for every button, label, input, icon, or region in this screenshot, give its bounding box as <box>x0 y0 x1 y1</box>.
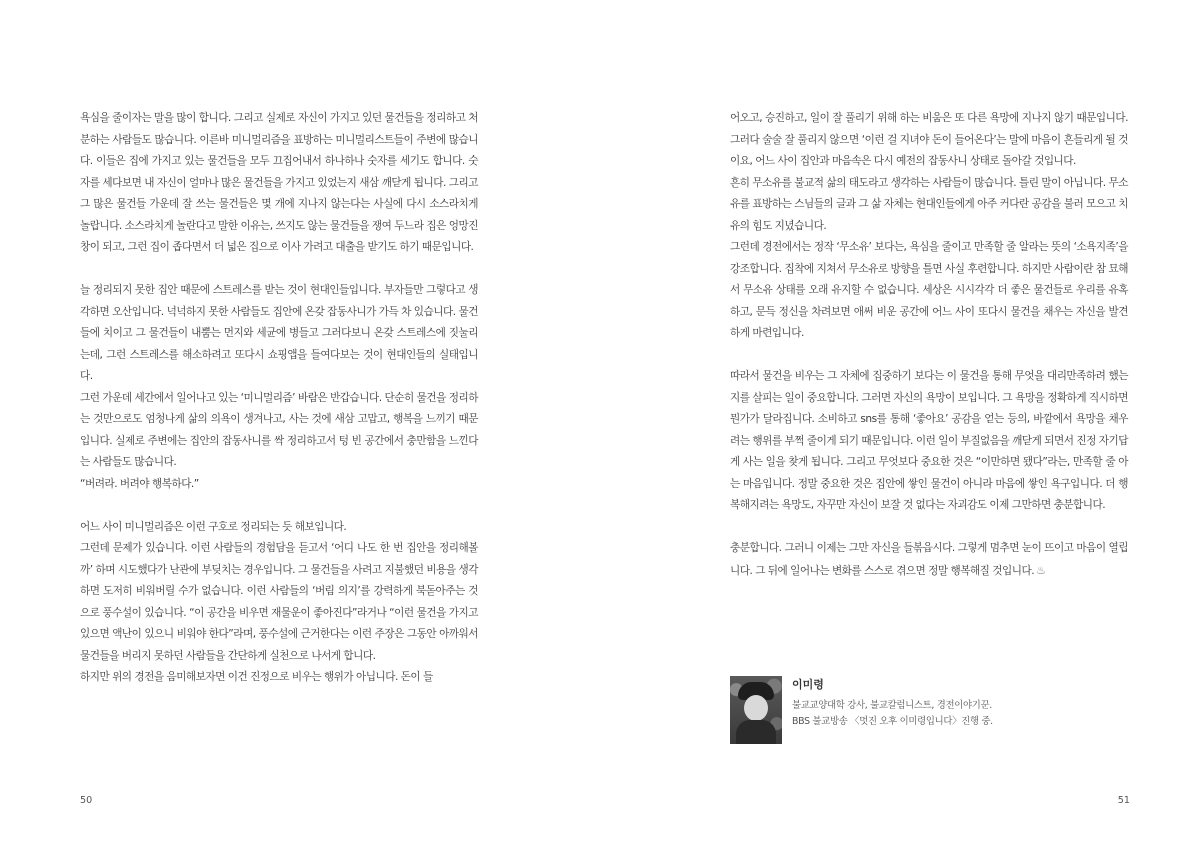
left-paragraph-6: 하지만 위의 경전을 음미해보자면 이건 진정으로 비우는 행위가 아닙니다. 돈이 들 <box>80 671 433 683</box>
author-bio-line-1: 불교교양대학 강사, 불교칼럼니스트, 경전이야기꾼. <box>792 700 992 711</box>
left-paragraph-3: 그런 가운데 세간에서 일어나고 있는 ‘미니멀리즘’ 바람은 반갑습니다. 단순히 물건을 정리하는 것만으로도 엄청나게 삶의 의욕이 생겨나고, 사는 것에 새삼 고맙고, 행복을 느끼기 때문입니다. 실제로 주변에는 집안의 잡동사니를 싹 정리하고서 텅 빈 공간에서 충만함을 느낀다는 사람들도 많습니다. <box>80 391 478 468</box>
right-paragraph-3: 그런데 경전에서는 정작 ‘무소유’ 보다는, 욕심을 줄이고 만족할 줄 알라는 뜻의 ‘소욕지족’을 강조합니다. 집착에 지쳐서 무소유로 방향을 틀면 사실 후련합니다. 하지만 사람이란 참 묘해서 무소유 상태를 오래 유지할 수 없습니다. 세상은 시시각각 더 좋은 물건들로 우리를 유혹하고, 문득 정신을 차려보면 애써 비운 공간에 어느 사이 또다시 물건을 채우는 자신을 발견하게 마련입니다. <box>730 241 1128 339</box>
author-name: 이미령 <box>792 678 824 691</box>
author-photo <box>730 676 782 744</box>
right-paragraph-5 <box>730 538 1128 582</box>
author-bio <box>792 698 993 730</box>
end-mark-icon: ♨ <box>1036 563 1046 577</box>
right-page-number: 51 <box>1117 795 1130 806</box>
left-paragraph-5: 그런데 문제가 있습니다. 이런 사람들의 경험담을 듣고서 ‘어디 나도 한 번 집안을 정리해볼까’ 하며 시도했다가 난관에 부딪치는 경우입니다. 그 물건들을 사려고 지불했던 비용을 생각하면 도저히 비워버릴 수가 없습니다. 이런 사람들의 ‘버림 의지’를 강력하게 북돋아주는 것으로 풍수설이 있습니다. “이 공간을 비우면 재물운이 좋아진다”라거나 “이런 물건을 가지고 있으면 액난이 있으니 비워야 한다”라며, 풍수설에 근거한다는 이런 주장은 그동안 아까워서 물건들을 버리지 못하던 사람들을 간단하게 실천으로 나서게 합니다. <box>80 542 478 662</box>
right-paragraph-1: 어오고, 승진하고, 일이 잘 풀리기 위해 하는 비움은 또 다른 욕망에 지나지 않기 때문입니다. 그러다 술술 잘 풀리지 않으면 ‘이런 걸 지녀야 돈이 들어온다’는 말에 마음이 흔들리게 될 것이요, 어느 사이 집안과 마음속은 다시 예전의 잡동사니 상태로 돌아갈 것입니다. <box>730 112 1128 167</box>
author-bio-line-2: BBS 불교방송 〈멋진 오후 이미령입니다〉진행 중. <box>792 716 993 727</box>
right-paragraph-2: 흔히 무소유를 불교적 삶의 태도라고 생각하는 사람들이 많습니다. 틀린 말이 아닙니다. 무소유를 표방하는 스님들의 글과 그 삶 자체는 현대인들에게 아주 커다란 공감을 불러 모으고 치유의 힘도 지녔습니다. <box>730 176 1128 232</box>
left-paragraph-4: 어느 사이 미니멀리즘은 이런 구호로 정리되는 듯 해보입니다. <box>80 520 347 533</box>
right-paragraph-4: 따라서 물건을 비우는 그 자체에 집중하기 보다는 이 물건을 통해 무엇을 대리만족하려 했는지를 살피는 일이 중요합니다. 그러면 자신의 욕망이 보입니다. 그 욕망을 정확하게 직시하면 뭔가가 달라집니다. 소비하고 sns를 통해 ‘좋아요’ 공감을 얻는 등의, 바깥에서 욕망을 채우려는 행위를 부쩍 줄이게 되기 때문입니다. 이런 일이 부질없음을 깨닫게 되면서 진정 자기답게 사는 일을 찾게 됩니다. 그리고 무엇보다 중요한 것은 “이만하면 됐다”라는, 만족할 줄 아는 마음입니다. 정말 중요한 것은 집안에 쌓인 물건이 아니라 마음에 쌓인 욕구입니다. 더 행복해지려는 욕망도, 자꾸만 자신이 보잘 것 없다는 자괴감도 이제 그만하면 충분합니다. <box>730 370 1128 511</box>
left-quote: “버려라. 버려야 행복하다.” <box>80 477 199 490</box>
left-page-body <box>80 108 478 689</box>
right-paragraph-5-text: 충분합니다. 그러니 이제는 그만 자신을 들볶읍시다. 그렇게 멈추면 눈이 뜨이고 마음이 열립니다. 그 뒤에 일어나는 변화를 스스로 겪으면 정말 행복해질 것입니다. <box>730 542 1128 577</box>
left-page-number: 50 <box>80 795 93 806</box>
right-page-body <box>730 108 1128 582</box>
right-page <box>600 0 1200 853</box>
author-profile <box>730 676 1150 746</box>
left-paragraph-2: 늘 정리되지 못한 집안 때문에 스트레스를 받는 것이 현대인들입니다. 부자들만 그렇다고 생각하면 오산입니다. 넉넉하지 못한 사람들도 집안에 온갖 잡동사니가 가득 차 있습니다. 물건들에 치이고 그 물건들이 내뿜는 먼지와 세균에 병들고 그러다보니 온갖 스트레스에 짓눌리는데, 그런 스트레스를 해소하려고 또다시 쇼핑앱을 들여다보는 것이 현대인들의 실태입니다. <box>80 284 478 382</box>
left-paragraph-1: 욕심을 줄이자는 말을 많이 합니다. 그리고 실제로 자신이 가지고 있던 물건들을 정리하고 처분하는 사람들도 많습니다. 이른바 미니멀리즘을 표방하는 미니멀리스트들이 주변에 많습니다. 이들은 집에 가지고 있는 물건들을 모두 끄집어내서 하나하나 숫자를 세기도 합니다. 숫자를 세다보면 내 자신이 얼마나 많은 물건들을 가지고 있었는지 새삼 깨닫게 됩니다. 그리고 그 많은 물건들 가운데 잘 쓰는 물건들은 몇 개에 지나지 않는다는 사실에 다시 소스라치게 놀랍니다. 소스라치게 놀란다고 말한 이유는, 쓰지도 않는 물건들을 쟁여 두느라 집은 엉망진창이 되고, 그런 집이 좁다면서 더 넓은 집으로 이사 가려고 대출을 받기도 하기 때문입니다. <box>80 112 478 253</box>
